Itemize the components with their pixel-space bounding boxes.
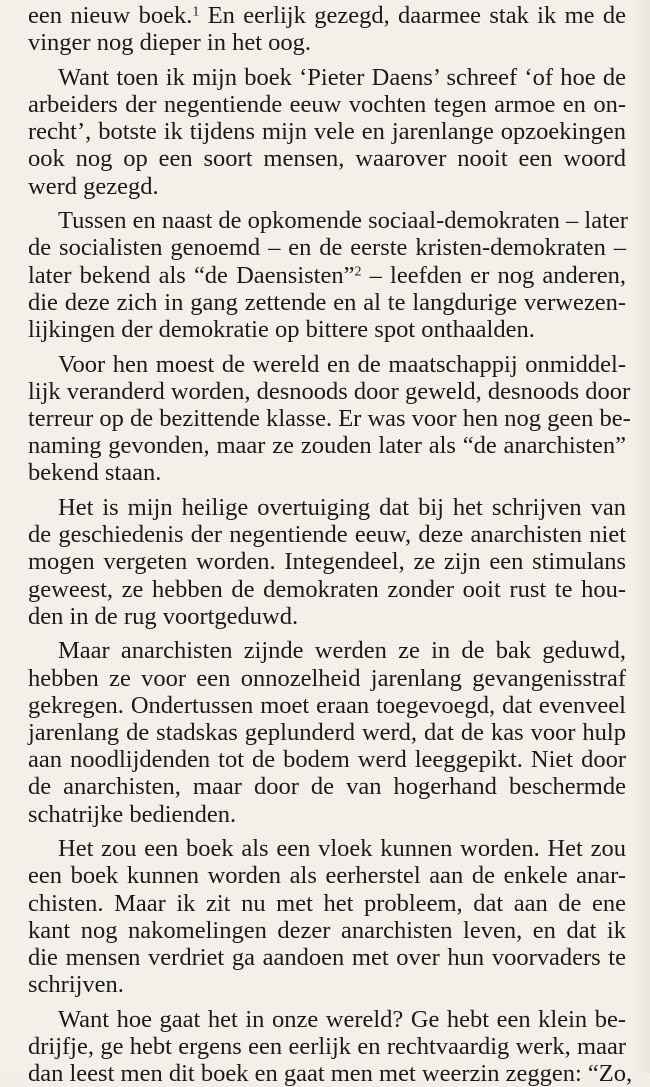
footnote-marker: 1 xyxy=(192,4,200,20)
text-line: schrijven. xyxy=(28,971,124,999)
text-line: een boek kunnen worden als eerherstel aan de enkele anar- xyxy=(28,862,626,890)
text-line: naming gevonden, maar ze zouden later als “de anarchisten” xyxy=(28,432,626,460)
text-line: Want hoe gaat het in onze wereld? Ge hebt een klein be- xyxy=(58,1005,626,1033)
footnote-marker: 2 xyxy=(354,263,362,279)
text-line: jarenlang de stadskas geplunderd werd, dat de kas voor hulp xyxy=(28,719,626,746)
text-line: hebben ze voor een onnozelheid jarenlang gevangenisstraf xyxy=(28,664,626,692)
text-line: Want toen ik mijn boek ‘Pieter Daens’ schreef ‘of hoe de xyxy=(58,63,626,91)
text-line: een nieuw boek.$^1$ En eerlijk gezegd, daarmee stak ik me de xyxy=(28,2,627,29)
text-line: Het zou een boek als een vloek kunnen worden. Het zou xyxy=(58,835,626,863)
text-line: arbeiders der negentiende eeuw vochten tegen armoe en on- xyxy=(28,91,626,118)
text-line: Tussen en naast de opkomende sociaal-demokraten – later xyxy=(58,207,628,235)
text-line: recht’, botste ik tijdens mijn vele en jarenlange opzoekingen xyxy=(28,118,626,146)
text-line: Maar anarchisten zijnde werden ze in de bak geduwd, xyxy=(58,637,626,665)
text-line: aan noodlijdenden tot de bodem werd leeggepikt. Niet door xyxy=(28,746,626,774)
text-line: de geschiedenis der negentiende eeuw, deze anarchisten niet xyxy=(28,521,626,549)
text-line: die mensen verdriet ga aandoen met over hun voorvaders te xyxy=(28,944,626,971)
text-line: mogen vergeten worden. Integendeel, ze zijn een stimulans xyxy=(28,548,626,576)
text-line: lijk veranderd worden, desnoods door geweld, desnoods door xyxy=(28,377,631,405)
text-line: de socialisten genoemd – en de eerste kristen-demokraten – xyxy=(28,234,626,262)
page-edge-shadow xyxy=(632,0,650,1073)
text-line: drijfje, ge hebt ergens een eerlijk en rechtvaardig werk, maar xyxy=(28,1033,626,1060)
text-line: lijkingen der demokratie op bittere spot onthaalden. xyxy=(28,316,535,343)
text-line: Het is mijn heilige overtuiging dat bij het schrijven van xyxy=(58,494,626,521)
text-line: werd gezegd. xyxy=(28,172,159,200)
text-line: ook nog op een soort mensen, waarover nooit een woord xyxy=(28,145,626,173)
text-line: schatrijke bedienden. xyxy=(28,800,237,828)
text-line: Voor hen moest de wereld en de maatschappij onmiddel- xyxy=(58,350,626,378)
text-line: dan leest men dit boek en gaat men met weerzin zeggen: “Zo, xyxy=(28,1060,633,1087)
text-line: die deze zich in gang zettende en al te langdurige verwezen- xyxy=(28,288,626,316)
text-line: vinger nog dieper in het oog. xyxy=(28,29,312,57)
text-line: gekregen. Ondertussen moet eraan toegevoegd, dat evenveel xyxy=(28,691,626,719)
text-line: terreur op de bezittende klasse. Er was voor hen nog geen be- xyxy=(28,405,631,432)
text-line: kant nog nakomelingen dezer anarchisten leven, en dat ik xyxy=(28,916,626,944)
text-line: den in de rug voortgeduwd. xyxy=(28,602,299,630)
text-line: later bekend als “de Daensisten”$^2$ – leefden er nog anderen, xyxy=(28,261,627,289)
text-line: de anarchisten, maar door de van hogerhand beschermde xyxy=(28,773,626,801)
text-line: chisten. Maar ik zit nu met het probleem, dat aan de ene xyxy=(28,889,626,917)
text-line: geweest, ze hebben de demokraten zonder ooit rust te hou- xyxy=(28,575,626,603)
text-line: bekend staan. xyxy=(28,459,162,487)
